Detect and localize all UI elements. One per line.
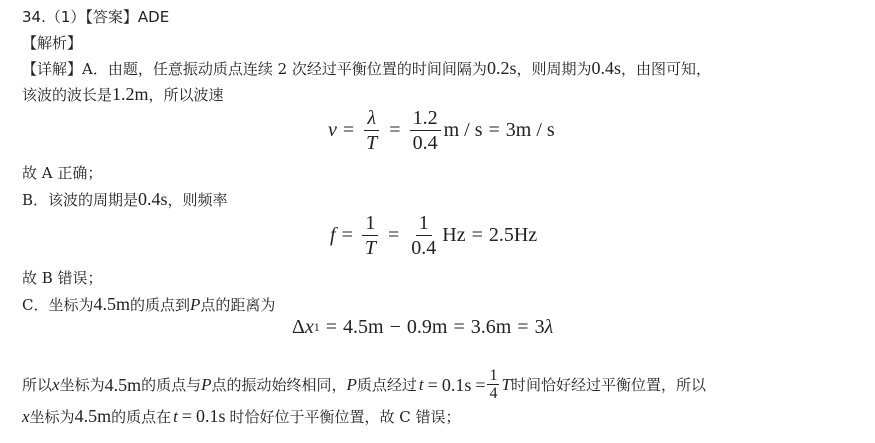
part-a-text-4: 该波的波长是 <box>22 86 113 104</box>
wavelength-value: 1.2m <box>112 84 149 104</box>
part-a-text-3: ，由图可知， <box>620 60 711 78</box>
part-b-text-2: ，则频率 <box>167 191 228 209</box>
analysis-heading <box>22 33 82 53</box>
part-a-verdict: 故 A 正确； <box>22 164 103 182</box>
part-a-line-2 <box>22 84 224 105</box>
question-answer: 34.（1）【答案】ADE <box>22 8 170 26</box>
analysis-label: 【解析】 <box>22 34 83 52</box>
lambda-over-T: $\frac{\lambda}{T}$ <box>366 107 378 154</box>
eq-hz: Hz <box>442 224 466 246</box>
part-a-text-1: A．由题，任意振动质点连续 2 次经过平衡位置的时间间隔为 <box>82 60 487 78</box>
question-answer-line <box>22 7 169 27</box>
part-a-line-1 <box>22 58 711 79</box>
time-interval: 0.2s <box>486 58 517 78</box>
part-b-verdict: 故 B 错误； <box>22 269 103 287</box>
part-a-text-2: ，则周期为 <box>516 60 592 78</box>
quarter-fraction: $\frac{1}{4}$ <box>489 367 498 402</box>
part-a-text-5: ，所以波速 <box>148 86 224 104</box>
part-b-line <box>22 189 228 210</box>
part-c-line-1: C．坐标为4.5m的质点到P点的距离为 <box>22 294 276 314</box>
eq-v: v <box>328 119 337 141</box>
numeric-fraction: $\frac{1.2}{0.4}$ <box>410 107 441 154</box>
velocity-equation: v = $\frac{\lambda}{T}$ = $\frac{1.2}{0.4}$ m / s = 3m / s <box>328 107 555 154</box>
part-c-line-3: x坐标为4.5m的质点在 t = 0.1s 时恰好位于平衡位置，故 C 错误； <box>22 406 461 426</box>
eq-f: f <box>330 224 336 246</box>
one-over-T: $\frac{1}{T}$ <box>362 212 379 259</box>
eq-unit: m / s <box>443 119 483 141</box>
part-b-period: 0.4s <box>138 189 168 209</box>
frequency-equation: f = $\frac{1}{T}$ = $\frac{1}{0.4}$ Hz = 2.5Hz <box>330 212 538 259</box>
detail-tag: 【详解】 <box>22 60 83 78</box>
eq-result: 3m / s <box>505 119 555 141</box>
one-over-point-four: $\frac{1}{0.4}$ <box>411 212 437 259</box>
eq-freq-result: 2.5Hz <box>488 224 538 246</box>
period-value: 0.4s <box>591 58 621 78</box>
part-b-text-1: B．该波的周期是 <box>22 191 139 209</box>
part-c-line-2: 所以 x 坐标为 4.5m 的质点与 P 点的振动始终相同， P 质点经过 t = 0.1s = $\frac{1}{4}$ T 时间恰好经过平衡位置，所以 <box>22 367 706 402</box>
coord-value: 4.5m <box>93 294 130 314</box>
distance-equation: Δ x 1 = 4.5m − 0.9m = 3.6m = 3 λ <box>292 316 554 338</box>
